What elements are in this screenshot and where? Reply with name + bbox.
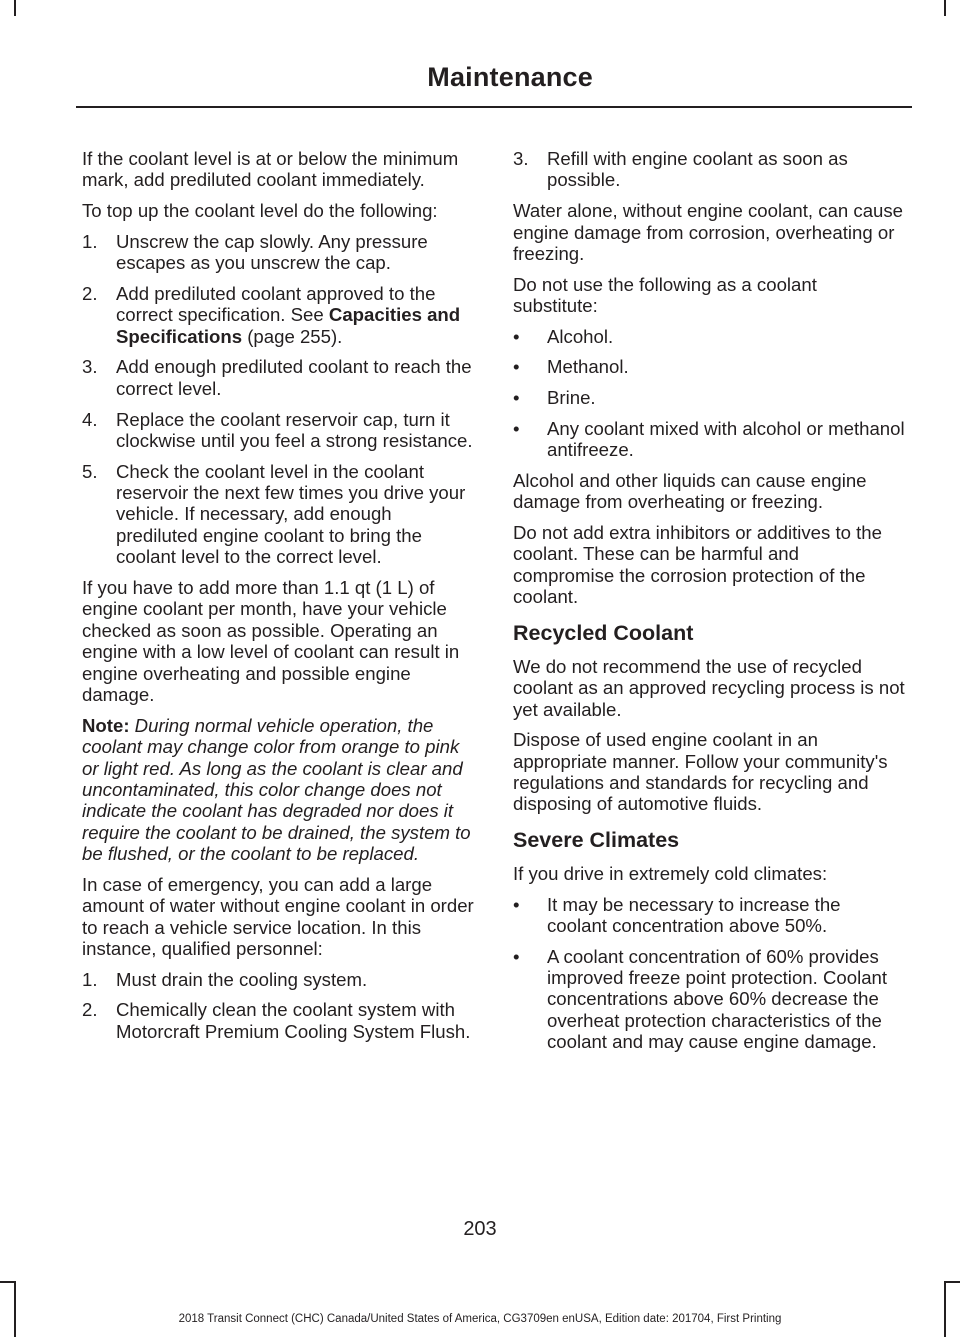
section-title: Maintenance	[427, 62, 593, 92]
step-text: Replace the coolant reservoir cap, turn it clockwise until you feel a strong resistance.	[116, 408, 473, 451]
right-column	[513, 148, 905, 1062]
crop-mark	[14, 0, 16, 16]
crop-mark	[944, 1281, 946, 1337]
bullet-text: Alcohol.	[547, 325, 614, 347]
list-item	[82, 356, 474, 399]
cross-reference-link[interactable]: Capacities and Specifications	[116, 304, 461, 347]
left-column	[82, 148, 474, 1052]
step-number: 1.	[82, 230, 98, 252]
step-number: 3.	[513, 148, 529, 169]
list-item	[82, 969, 474, 990]
bullet-item	[513, 894, 905, 937]
crop-mark	[14, 1281, 16, 1337]
step-text: Check the coolant level in the coolant reservoir the next few times you drive your vehicle. If necessary, add enough prediluted engine coolant to bring the coolant level to the correct level.	[116, 460, 466, 568]
crop-mark	[944, 1281, 960, 1283]
list-item	[513, 148, 905, 191]
step-text: Refill with engine coolant as soon as possible.	[547, 148, 848, 191]
paragraph: Do not use the following as a coolant substitute:	[513, 273, 817, 317]
bullet-text: A coolant concentration of 60% provides improved freeze point protection. Coolant concentrations above 60% decrease the overheat protection characteristics of the coolant and may cause engine damage.	[547, 945, 888, 1053]
bullet-item	[513, 387, 905, 408]
note-text: During normal vehicle operation, the coolant may change color from orange to pink or light red. As long as the coolant is clear and uncontaminated, this color change does not indicate the coolant has degraded nor does it require the coolant to be drained, the system to be flushed, or the coolant to be replaced.	[82, 714, 471, 865]
step-number: 3.	[82, 356, 98, 378]
crop-mark	[944, 0, 946, 16]
step-number: 5.	[82, 460, 98, 482]
paragraph: To top up the coolant level do the following:	[82, 200, 438, 222]
paragraph: Water alone, without engine coolant, can cause engine damage from corrosion, overheating or freezing.	[513, 200, 904, 264]
heading-recycled-coolant: Recycled Coolant	[513, 620, 694, 645]
paragraph: If the coolant level is at or below the minimum mark, add prediluted coolant immediately.	[82, 148, 459, 191]
bullet-icon: •	[513, 893, 520, 915]
paragraph: We do not recommend the use of recycled coolant as an approved recycling process is not yet available.	[513, 655, 905, 720]
step-number: 2.	[82, 999, 98, 1021]
step-number: 2.	[82, 282, 98, 304]
list-item	[82, 283, 474, 347]
list-item	[82, 231, 474, 274]
bullet-item	[513, 356, 905, 377]
note	[82, 715, 474, 865]
list-item	[82, 461, 474, 568]
paragraph: In case of emergency, you can add a large amount of water without engine coolant in order to reach a vehicle service location. In this instance, qualified personnel:	[82, 873, 474, 960]
note-label: Note:	[82, 714, 130, 736]
bullet-text: Any coolant mixed with alcohol or methanol antifreeze.	[547, 417, 905, 461]
paragraph: Dispose of used engine coolant in an appropriate manner. Follow your community's regulations and standards for recycling and disposing of automotive fluids.	[513, 729, 888, 815]
paragraph: Alcohol and other liquids can cause engine damage from overheating or freezing.	[513, 469, 867, 513]
step-text: Chemically clean the coolant system with Motorcraft Premium Cooling System Flush.	[116, 999, 471, 1042]
paragraph: Do not add extra inhibitors or additives to the coolant. These can be harmful and compromise the corrosion protection of the coolant.	[513, 522, 882, 608]
step-text: Must drain the cooling system.	[116, 968, 368, 990]
step-number: 4.	[82, 408, 98, 430]
list-item	[82, 409, 474, 452]
bullet-text: Methanol.	[547, 356, 629, 378]
paragraph: If you drive in extremely cold climates:	[513, 862, 828, 884]
bullet-icon: •	[513, 417, 520, 439]
bullet-icon: •	[513, 325, 520, 347]
bullet-item	[513, 326, 905, 347]
bullet-text: Brine.	[547, 387, 596, 409]
list-item	[82, 999, 474, 1042]
footer-text: 2018 Transit Connect (CHC) Canada/United States of America, CG3709en enUSA, Edition date: 201704, First Printing	[178, 1313, 782, 1325]
bullet-item	[513, 946, 905, 1053]
heading-severe-climates: Severe Climates	[513, 827, 680, 852]
bullet-icon: •	[513, 945, 520, 967]
crop-mark	[0, 1281, 16, 1283]
page-number: 203	[463, 1218, 497, 1240]
bullet-text: It may be necessary to increase the coolant concentration above 50%.	[547, 893, 841, 936]
step-text: Add prediluted coolant approved to the correct specification. See	[116, 282, 436, 326]
bullet-icon: •	[513, 387, 520, 409]
paragraph: If you have to add more than 1.1 qt (1 L) of engine coolant per month, have your vehicle checked as soon as possible. Operating an engine with a low level of coolant can result in engine overheating and possible engine damage.	[82, 576, 460, 706]
header-divider	[76, 106, 912, 108]
step-number: 1.	[82, 968, 98, 990]
bullet-item	[513, 418, 905, 461]
bullet-icon: •	[513, 356, 520, 378]
step-text: Unscrew the cap slowly. Any pressure escapes as you unscrew the cap.	[116, 230, 428, 274]
page-reference: (page 255).	[242, 325, 343, 347]
step-text: Add enough prediluted coolant to reach the correct level.	[116, 356, 472, 399]
